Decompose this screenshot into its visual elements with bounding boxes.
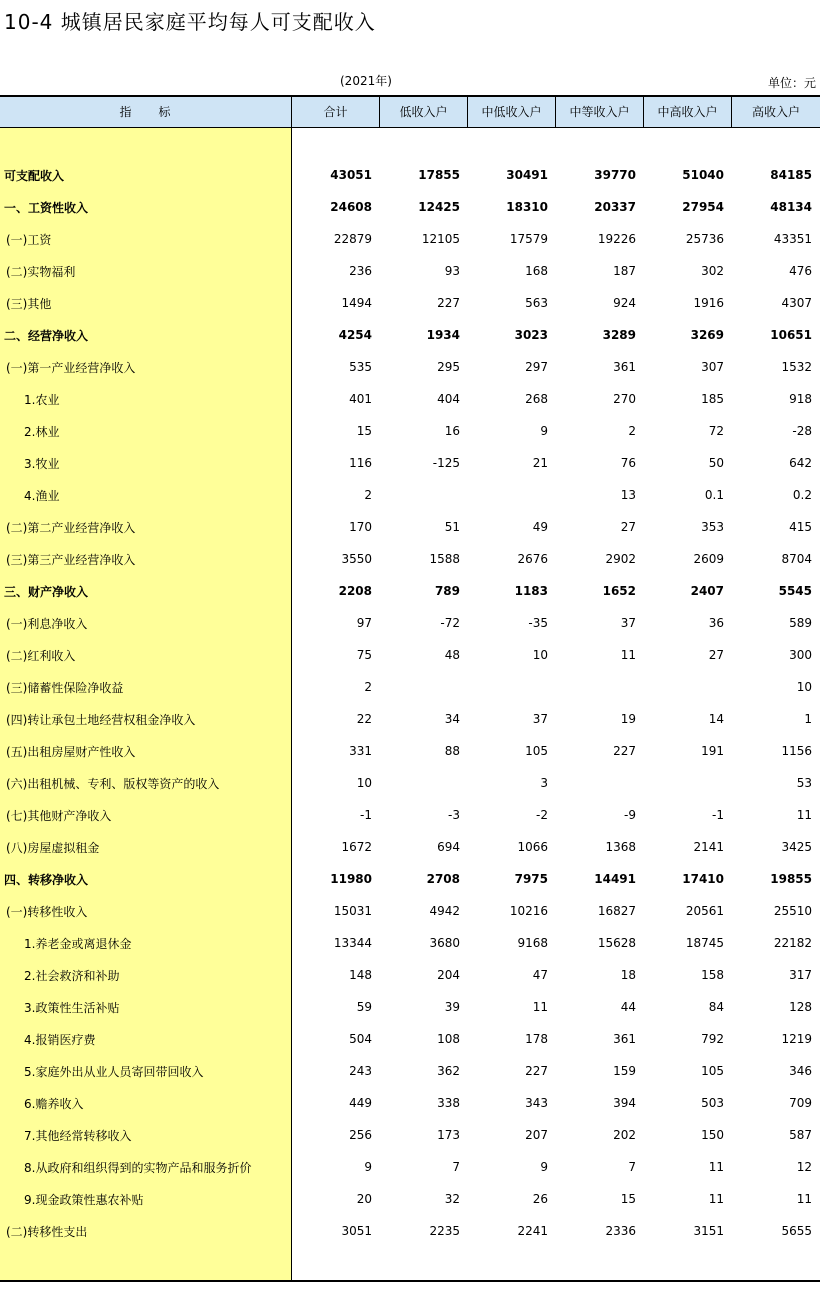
row-value: 185 bbox=[701, 392, 724, 406]
table-row bbox=[0, 639, 820, 671]
row-value: 924 bbox=[613, 296, 636, 310]
row-value: 1672 bbox=[341, 840, 372, 854]
row-value: -35 bbox=[528, 616, 548, 630]
table-row bbox=[0, 1183, 820, 1215]
row-value: -28 bbox=[792, 424, 812, 438]
row-value: 338 bbox=[437, 1096, 460, 1110]
row-value: 108 bbox=[437, 1032, 460, 1046]
table-row bbox=[0, 287, 820, 319]
row-value: 178 bbox=[525, 1032, 548, 1046]
table-row bbox=[0, 863, 820, 895]
row-value: 15628 bbox=[597, 936, 636, 950]
row-value: 27 bbox=[620, 520, 636, 534]
table-row bbox=[0, 1215, 820, 1247]
data-table bbox=[0, 95, 820, 1282]
row-value: 1532 bbox=[781, 360, 812, 374]
row-label: 1.农业 bbox=[24, 392, 60, 407]
table-row bbox=[0, 671, 820, 703]
row-label: (一)利息净收入 bbox=[6, 616, 88, 631]
table-title: 10-4 城镇居民家庭平均每人可支配收入 bbox=[4, 10, 376, 34]
row-value: 1 bbox=[804, 712, 812, 726]
row-value: 13 bbox=[620, 488, 636, 502]
table-row bbox=[0, 799, 820, 831]
row-value: 18745 bbox=[685, 936, 724, 950]
table-row bbox=[0, 191, 820, 223]
row-value: 5655 bbox=[781, 1224, 812, 1238]
table-row bbox=[0, 607, 820, 639]
row-value: 4307 bbox=[781, 296, 812, 310]
row-value: 709 bbox=[789, 1096, 812, 1110]
row-value: 105 bbox=[525, 744, 548, 758]
row-value: 19226 bbox=[597, 232, 636, 246]
row-value: 11 bbox=[620, 648, 636, 662]
row-value: 7975 bbox=[514, 872, 548, 886]
row-value: 32 bbox=[444, 1192, 460, 1206]
row-value: 362 bbox=[437, 1064, 460, 1078]
row-value: 15031 bbox=[333, 904, 372, 918]
row-value: 256 bbox=[349, 1128, 372, 1142]
row-label: (一)转移性收入 bbox=[6, 904, 88, 919]
table-row bbox=[0, 735, 820, 767]
row-value: 3289 bbox=[602, 328, 636, 342]
row-value: 17579 bbox=[509, 232, 548, 246]
row-value: 22 bbox=[356, 712, 372, 726]
row-value: 84185 bbox=[770, 168, 812, 182]
row-value: 2235 bbox=[429, 1224, 460, 1238]
row-value: 3269 bbox=[690, 328, 724, 342]
table-row bbox=[0, 895, 820, 927]
row-value: 37 bbox=[532, 712, 548, 726]
row-value: 1066 bbox=[517, 840, 548, 854]
header-indicator: 指 标 bbox=[0, 97, 292, 127]
row-value: 75 bbox=[356, 648, 372, 662]
row-value: 2 bbox=[364, 488, 372, 502]
table-row bbox=[0, 1087, 820, 1119]
row-value: 4942 bbox=[429, 904, 460, 918]
row-value: 17410 bbox=[682, 872, 724, 886]
row-value: 148 bbox=[349, 968, 372, 982]
row-value: 88 bbox=[444, 744, 460, 758]
row-value: 476 bbox=[789, 264, 812, 278]
row-value: 1494 bbox=[341, 296, 372, 310]
row-value: 297 bbox=[525, 360, 548, 374]
row-value: 2 bbox=[628, 424, 636, 438]
row-value: 25510 bbox=[773, 904, 812, 918]
row-value: 302 bbox=[701, 264, 724, 278]
row-value: 236 bbox=[349, 264, 372, 278]
table-row bbox=[0, 351, 820, 383]
row-value: 159 bbox=[613, 1064, 636, 1078]
row-value: 72 bbox=[708, 424, 724, 438]
row-value: 317 bbox=[789, 968, 812, 982]
row-value: 30491 bbox=[506, 168, 548, 182]
row-value: 15 bbox=[620, 1192, 636, 1206]
row-value: 4254 bbox=[338, 328, 372, 342]
row-value: 26 bbox=[532, 1192, 548, 1206]
row-value: 12 bbox=[796, 1160, 812, 1174]
table-header bbox=[0, 97, 820, 128]
row-value: 19 bbox=[620, 712, 636, 726]
row-label: (四)转让承包土地经营权租金净收入 bbox=[6, 712, 196, 727]
row-label: (三)储蓄性保险净收益 bbox=[6, 680, 124, 695]
table-row bbox=[0, 319, 820, 351]
row-label: 可支配收入 bbox=[4, 168, 65, 183]
row-value: 331 bbox=[349, 744, 372, 758]
row-value: 12105 bbox=[421, 232, 460, 246]
row-value: -125 bbox=[432, 456, 460, 470]
row-label: 4.渔业 bbox=[24, 488, 60, 503]
row-value: 2407 bbox=[690, 584, 724, 598]
table-row bbox=[0, 831, 820, 863]
row-value: 51 bbox=[444, 520, 460, 534]
row-value: 7 bbox=[452, 1160, 460, 1174]
row-value: 207 bbox=[525, 1128, 548, 1142]
table-row bbox=[0, 447, 820, 479]
row-value: -1 bbox=[712, 808, 724, 822]
row-label: 9.现金政策性惠农补贴 bbox=[24, 1192, 144, 1207]
row-value: 227 bbox=[437, 296, 460, 310]
row-label: 1.养老金或离退休金 bbox=[24, 936, 132, 951]
row-value: 191 bbox=[701, 744, 724, 758]
row-label: (七)其他财产净收入 bbox=[6, 808, 112, 823]
row-value: 20561 bbox=[685, 904, 724, 918]
row-value: 18 bbox=[620, 968, 636, 982]
row-value: 36 bbox=[708, 616, 724, 630]
row-label: (三)第三产业经营净收入 bbox=[6, 552, 136, 567]
row-value: 19855 bbox=[770, 872, 812, 886]
row-label: 4.报销医疗费 bbox=[24, 1032, 96, 1047]
row-value: 43051 bbox=[330, 168, 372, 182]
row-label: 二、经营净收入 bbox=[4, 328, 89, 343]
row-value: 51040 bbox=[682, 168, 724, 182]
row-value: 22182 bbox=[773, 936, 812, 950]
row-label: 3.牧业 bbox=[24, 456, 60, 471]
row-value: 589 bbox=[789, 616, 812, 630]
row-label: (三)其他 bbox=[6, 296, 52, 311]
row-value: 25736 bbox=[685, 232, 724, 246]
row-value: 17855 bbox=[418, 168, 460, 182]
table-row bbox=[0, 255, 820, 287]
table-row bbox=[0, 383, 820, 415]
row-value: 1156 bbox=[781, 744, 812, 758]
table-row bbox=[0, 1151, 820, 1183]
row-value: 11 bbox=[796, 1192, 812, 1206]
row-value: 47 bbox=[532, 968, 548, 982]
row-value: 14 bbox=[708, 712, 724, 726]
table-row bbox=[0, 1055, 820, 1087]
row-value: 587 bbox=[789, 1128, 812, 1142]
row-value: 2 bbox=[364, 680, 372, 694]
row-value: 1588 bbox=[429, 552, 460, 566]
row-value: 3023 bbox=[514, 328, 548, 342]
row-value: -2 bbox=[536, 808, 548, 822]
row-value: 10651 bbox=[770, 328, 812, 342]
row-value: 49 bbox=[532, 520, 548, 534]
row-value: 2676 bbox=[517, 552, 548, 566]
row-value: 158 bbox=[701, 968, 724, 982]
header-high-income: 高收入户 bbox=[751, 105, 800, 119]
row-value: 10 bbox=[532, 648, 548, 662]
table-row bbox=[0, 575, 820, 607]
table-row bbox=[0, 1023, 820, 1055]
row-label: (二)第二产业经营净收入 bbox=[6, 520, 136, 535]
row-value: 2609 bbox=[693, 552, 724, 566]
row-label: 7.其他经常转移收入 bbox=[24, 1128, 132, 1143]
row-value: 11980 bbox=[330, 872, 372, 886]
table-row bbox=[0, 511, 820, 543]
row-value: 15 bbox=[356, 424, 372, 438]
row-value: 504 bbox=[349, 1032, 372, 1046]
row-value: 39770 bbox=[594, 168, 636, 182]
row-label: (二)转移性支出 bbox=[6, 1224, 88, 1239]
row-value: 9168 bbox=[517, 936, 548, 950]
row-value: 16827 bbox=[597, 904, 636, 918]
row-value: 346 bbox=[789, 1064, 812, 1078]
row-value: 307 bbox=[701, 360, 724, 374]
row-value: 1652 bbox=[602, 584, 636, 598]
row-value: 9 bbox=[540, 424, 548, 438]
row-label: 5.家庭外出从业人员寄回带回收入 bbox=[24, 1064, 204, 1079]
row-value: 116 bbox=[349, 456, 372, 470]
row-value: 361 bbox=[613, 360, 636, 374]
row-value: 1916 bbox=[693, 296, 724, 310]
row-value: 2708 bbox=[426, 872, 460, 886]
row-value: 394 bbox=[613, 1096, 636, 1110]
row-label: (二)红利收入 bbox=[6, 648, 76, 663]
row-value: -3 bbox=[448, 808, 460, 822]
row-value: 243 bbox=[349, 1064, 372, 1078]
row-value: 93 bbox=[444, 264, 460, 278]
row-value: 173 bbox=[437, 1128, 460, 1142]
row-label: 四、转移净收入 bbox=[4, 872, 89, 887]
header-total: 合计 bbox=[292, 97, 380, 127]
row-value: 0.2 bbox=[792, 488, 812, 502]
table-row bbox=[0, 415, 820, 447]
row-value: 37 bbox=[620, 616, 636, 630]
row-value: 300 bbox=[789, 648, 812, 662]
row-value: 535 bbox=[349, 360, 372, 374]
row-value: 227 bbox=[525, 1064, 548, 1078]
row-value: 39 bbox=[444, 1000, 460, 1014]
row-value: 1183 bbox=[514, 584, 548, 598]
row-value: 59 bbox=[356, 1000, 372, 1014]
row-label: (八)房屋虚拟租金 bbox=[6, 840, 100, 855]
row-value: 16 bbox=[444, 424, 460, 438]
row-label: 2.社会救济和补助 bbox=[24, 968, 120, 983]
row-value: -72 bbox=[440, 616, 460, 630]
row-value: 2208 bbox=[338, 584, 372, 598]
row-value: 227 bbox=[613, 744, 636, 758]
row-value: 694 bbox=[437, 840, 460, 854]
table-row bbox=[0, 223, 820, 255]
table-row bbox=[0, 543, 820, 575]
row-value: 150 bbox=[701, 1128, 724, 1142]
row-label: 2.林业 bbox=[24, 424, 60, 439]
row-label: (五)出租房屋财产性收入 bbox=[6, 744, 136, 759]
row-value: 1368 bbox=[605, 840, 636, 854]
row-value: 3550 bbox=[341, 552, 372, 566]
row-value: 2241 bbox=[517, 1224, 548, 1238]
row-value: 20 bbox=[356, 1192, 372, 1206]
row-value: 187 bbox=[613, 264, 636, 278]
row-value: -1 bbox=[360, 808, 372, 822]
row-value: 11 bbox=[532, 1000, 548, 1014]
row-value: 9 bbox=[364, 1160, 372, 1174]
row-value: 7 bbox=[628, 1160, 636, 1174]
row-value: 3425 bbox=[781, 840, 812, 854]
row-value: 34 bbox=[444, 712, 460, 726]
row-value: 449 bbox=[349, 1096, 372, 1110]
row-value: 11 bbox=[708, 1192, 724, 1206]
row-value: 1219 bbox=[781, 1032, 812, 1046]
row-value: 415 bbox=[789, 520, 812, 534]
table-row bbox=[0, 991, 820, 1023]
row-value: 50 bbox=[708, 456, 724, 470]
row-value: 404 bbox=[437, 392, 460, 406]
row-value: 18310 bbox=[506, 200, 548, 214]
row-label: 3.政策性生活补贴 bbox=[24, 1000, 120, 1015]
row-value: -9 bbox=[624, 808, 636, 822]
row-value: 48134 bbox=[770, 200, 812, 214]
row-value: 27 bbox=[708, 648, 724, 662]
table-row bbox=[0, 159, 820, 191]
row-value: 270 bbox=[613, 392, 636, 406]
row-value: 53 bbox=[796, 776, 812, 790]
row-value: 48 bbox=[444, 648, 460, 662]
table-body bbox=[0, 159, 820, 1247]
row-label: 一、工资性收入 bbox=[4, 200, 89, 215]
table-row bbox=[0, 479, 820, 511]
row-value: 128 bbox=[789, 1000, 812, 1014]
row-value: 10 bbox=[356, 776, 372, 790]
row-value: 3680 bbox=[429, 936, 460, 950]
header-low-income: 低收入户 bbox=[380, 97, 468, 127]
unit-note: 单位：元 bbox=[767, 76, 816, 90]
row-value: 202 bbox=[613, 1128, 636, 1142]
table-row bbox=[0, 927, 820, 959]
row-value: 43351 bbox=[773, 232, 812, 246]
year-note: (2021年) bbox=[340, 74, 392, 88]
row-value: 168 bbox=[525, 264, 548, 278]
row-value: 361 bbox=[613, 1032, 636, 1046]
table-row bbox=[0, 767, 820, 799]
row-label: (一)第一产业经营净收入 bbox=[6, 360, 136, 375]
row-value: 27954 bbox=[682, 200, 724, 214]
row-value: 2141 bbox=[693, 840, 724, 854]
header-lower-middle-income: 中低收入户 bbox=[468, 97, 556, 127]
header-upper-middle-income: 中高收入户 bbox=[644, 97, 732, 127]
row-value: 76 bbox=[620, 456, 636, 470]
row-value: 295 bbox=[437, 360, 460, 374]
row-value: 12425 bbox=[418, 200, 460, 214]
row-value: 21 bbox=[532, 456, 548, 470]
row-label: (二)实物福利 bbox=[6, 264, 76, 279]
row-label: (六)出租机械、专利、版权等资产的收入 bbox=[6, 776, 220, 791]
row-value: 13344 bbox=[333, 936, 372, 950]
row-value: 3151 bbox=[693, 1224, 724, 1238]
row-value: 24608 bbox=[330, 200, 372, 214]
row-value: 503 bbox=[701, 1096, 724, 1110]
row-value: 5545 bbox=[778, 584, 812, 598]
row-value: 8704 bbox=[781, 552, 812, 566]
row-label: 8.从政府和组织得到的实物产品和服务折价 bbox=[24, 1160, 252, 1175]
row-value: 1934 bbox=[426, 328, 460, 342]
row-value: 3051 bbox=[341, 1224, 372, 1238]
header-middle-income: 中等收入户 bbox=[556, 97, 644, 127]
row-value: 792 bbox=[701, 1032, 724, 1046]
row-value: 170 bbox=[349, 520, 372, 534]
row-value: 563 bbox=[525, 296, 548, 310]
row-value: 10 bbox=[796, 680, 812, 694]
row-value: 204 bbox=[437, 968, 460, 982]
row-value: 353 bbox=[701, 520, 724, 534]
row-value: 14491 bbox=[594, 872, 636, 886]
row-value: 22879 bbox=[333, 232, 372, 246]
row-label: (一)工资 bbox=[6, 232, 52, 247]
table-row bbox=[0, 703, 820, 735]
table-row bbox=[0, 1119, 820, 1151]
row-label: 6.赡养收入 bbox=[24, 1096, 84, 1111]
row-value: 9 bbox=[540, 1160, 548, 1174]
table-row bbox=[0, 959, 820, 991]
row-value: 0.1 bbox=[704, 488, 724, 502]
row-value: 3 bbox=[540, 776, 548, 790]
row-value: 268 bbox=[525, 392, 548, 406]
row-value: 918 bbox=[789, 392, 812, 406]
row-value: 105 bbox=[701, 1064, 724, 1078]
row-value: 343 bbox=[525, 1096, 548, 1110]
row-label: 三、财产净收入 bbox=[4, 584, 89, 599]
row-value: 642 bbox=[789, 456, 812, 470]
row-value: 2336 bbox=[605, 1224, 636, 1238]
row-value: 44 bbox=[620, 1000, 636, 1014]
row-value: 401 bbox=[349, 392, 372, 406]
row-value: 789 bbox=[434, 584, 460, 598]
row-value: 11 bbox=[708, 1160, 724, 1174]
row-value: 10216 bbox=[509, 904, 548, 918]
row-value: 84 bbox=[708, 1000, 724, 1014]
row-value: 2902 bbox=[605, 552, 636, 566]
row-value: 20337 bbox=[594, 200, 636, 214]
row-value: 11 bbox=[796, 808, 812, 822]
row-value: 97 bbox=[356, 616, 372, 630]
